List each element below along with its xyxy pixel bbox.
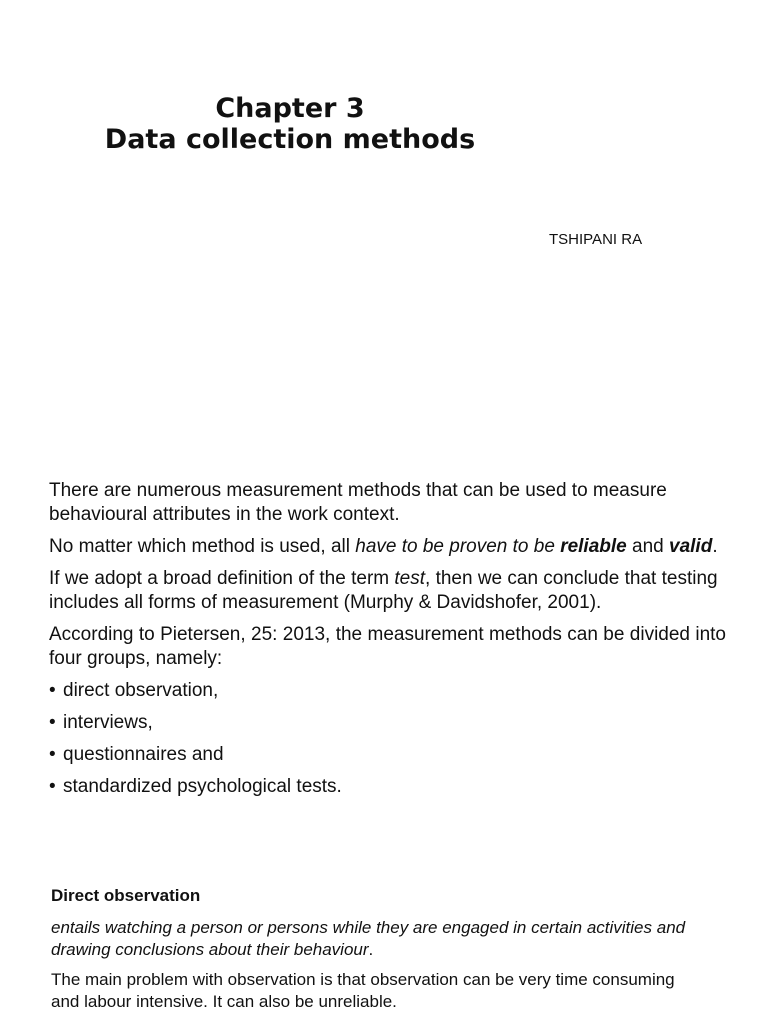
list-item xyxy=(49,775,726,799)
list-item xyxy=(49,743,726,767)
intro-paragraph-2 xyxy=(49,535,726,559)
valid-term: valid xyxy=(669,536,713,557)
definition-text: entails watching a person or persons while they are engaged in certain activities and drawing conclusions about their behaviour xyxy=(51,918,686,959)
definition-paragraph xyxy=(51,917,691,961)
intro-paragraph-3 xyxy=(49,567,726,615)
p2-end-text: . xyxy=(712,536,718,557)
intro-paragraph-1: There are numerous measurement methods that can be used to measure behavioural attributes in the work context. xyxy=(49,480,667,525)
problem-paragraph: The main problem with observation is that observation can be very time consuming and labour intensive. It can also be unreliable. xyxy=(51,970,675,1011)
p2-italic-text: have to be proven to be xyxy=(355,536,561,557)
list-item-label: direct observation, xyxy=(63,680,219,701)
bullet-icon: • xyxy=(49,776,56,797)
p2-start-text: No matter which method is used, all xyxy=(49,536,356,557)
author-name: TSHIPANI RA xyxy=(549,231,643,248)
bullet-icon: • xyxy=(49,712,56,733)
definition-end: . xyxy=(368,940,374,959)
direct-observation-section xyxy=(51,885,691,1021)
list-item-label: interviews, xyxy=(63,712,153,733)
intro-paragraph-4: According to Pietersen, 25: 2013, the measurement methods can be divided into four groups, namely: xyxy=(49,624,726,669)
list-item xyxy=(49,679,726,703)
p3-end-text: , then we can conclude that testing includes all forms of measurement (Murphy & Davidshofer, 2001). xyxy=(49,568,718,613)
p2-mid-text: and xyxy=(626,536,669,557)
list-item-label: standardized psychological tests. xyxy=(63,776,342,797)
list-item-label: questionnaires and xyxy=(63,744,224,765)
chapter-title xyxy=(60,93,520,155)
bullet-icon: • xyxy=(49,744,56,765)
list-item xyxy=(49,711,726,735)
section-heading: Direct observation xyxy=(51,886,201,905)
p3-start-text: If we adopt a broad definition of the term xyxy=(49,568,395,589)
intro-section xyxy=(49,479,726,807)
chapter-heading: Data collection methods xyxy=(104,124,476,155)
test-term: test xyxy=(394,568,426,589)
bullet-icon: • xyxy=(49,680,56,701)
chapter-number: Chapter 3 xyxy=(215,93,365,124)
reliable-term: reliable xyxy=(560,536,627,557)
